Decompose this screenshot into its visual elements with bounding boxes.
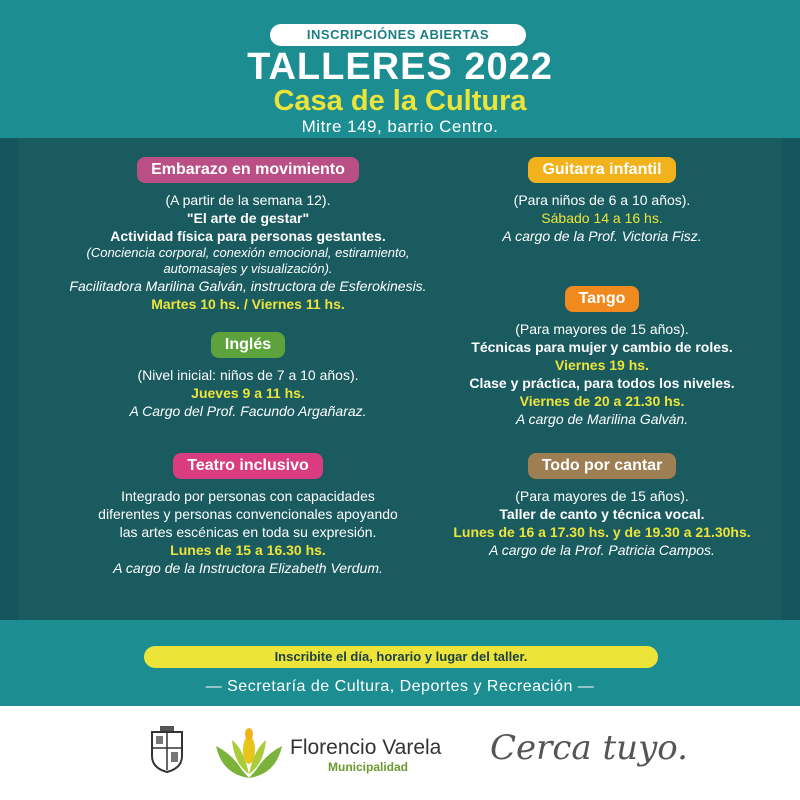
ingles-teacher: A Cargo del Prof. Facundo Argañaraz. [129, 403, 367, 419]
bottom-band [0, 620, 800, 706]
secretaria-line: — Secretaría de Cultura, Deportes y Recreación — [205, 678, 595, 695]
tango-line-3: Clase y práctica, para todos los niveles. [469, 375, 735, 391]
tango-line-2: Técnicas para mujer y cambio de roles. [471, 339, 733, 355]
guitarra-line-1: (Para niños de 6 a 10 años). [513, 192, 691, 208]
tango-schedule-2: Viernes de 20 a 21.30 hs. [519, 393, 685, 409]
workshop-tango-title: Tango [565, 286, 640, 312]
header-band [0, 0, 800, 138]
guitarra-teacher: A cargo de la Prof. Victoria Fisz. [502, 228, 702, 244]
workshop-cantar-title: Todo por cantar [528, 453, 677, 479]
brand-sub: Municipalidad [328, 760, 409, 774]
footer [0, 706, 800, 800]
workshop-teatro [18, 453, 478, 577]
workshop-ingles-title: Inglés [211, 332, 285, 358]
embarazo-schedule: Martes 10 hs. / Viernes 11 hs. [151, 296, 345, 312]
embarazo-line-4: (Conciencia corporal, conexión emocional, estiramiento, [86, 245, 410, 260]
tango-line-1: (Para mayores de 15 años). [515, 321, 689, 337]
address: Mitre 149, barrio Centro. [301, 117, 499, 136]
workshops-panel [0, 138, 800, 620]
guitarra-schedule: Sábado 14 a 16 hs. [541, 210, 663, 226]
embarazo-line-2: "El arte de gestar" [186, 210, 310, 226]
embarazo-line-5: automasajes y visualización). [163, 261, 333, 276]
ingles-schedule: Jueves 9 a 11 hs. [191, 385, 305, 401]
cantar-schedule: Lunes de 16 a 17.30 hs. y de 19.30 a 21.30hs. [453, 524, 751, 540]
florencio-varela-logo-icon [212, 724, 286, 782]
workshop-guitarra [422, 157, 782, 245]
cantar-line-1: (Para mayores de 15 años). [515, 488, 689, 504]
tango-teacher: A cargo de Marilina Galván. [515, 411, 689, 427]
cantar-teacher: A cargo de la Prof. Patricia Campos. [489, 542, 715, 558]
teatro-line-2: diferentes y personas convencionales apoyando [98, 506, 398, 522]
cantar-line-2: Taller de canto y técnica vocal. [499, 506, 705, 522]
teatro-line-3: las artes escénicas en toda su expresión. [119, 524, 377, 540]
municipal-crest-icon [150, 726, 184, 774]
embarazo-line-6: Facilitadora Marilina Galván, instructora de Esferokinesis. [69, 278, 427, 294]
teatro-line-1: Integrado por personas con capacidades [121, 488, 375, 504]
ingles-line-1: (Nivel inicial: niños de 7 a 10 años). [137, 367, 359, 383]
workshops-inner [18, 138, 782, 620]
tango-schedule-1: Viernes 19 hs. [555, 357, 649, 373]
workshop-embarazo-title: Embarazo en movimiento [137, 157, 359, 183]
teatro-teacher: A cargo de la Instructora Elizabeth Verdum. [113, 560, 383, 576]
inscripciones-badge: INSCRIPCIÓNES ABIERTAS [270, 24, 526, 46]
workshop-ingles [18, 332, 478, 420]
cta-banner: Inscribite el día, horario y lugar del taller. [144, 646, 658, 668]
workshop-embarazo [18, 157, 478, 313]
workshop-teatro-title: Teatro inclusivo [173, 453, 323, 479]
embarazo-line-1: (A partir de la semana 12). [165, 192, 331, 208]
slogan: Cerca tuyo. [490, 728, 688, 768]
workshop-guitarra-title: Guitarra infantil [528, 157, 675, 183]
workshop-tango [422, 286, 782, 428]
teatro-schedule: Lunes de 15 a 16.30 hs. [170, 542, 326, 558]
embarazo-line-3: Actividad física para personas gestantes. [110, 228, 386, 244]
page-title: TALLERES 2022 [247, 46, 553, 88]
brand-name: Florencio Varela [290, 736, 442, 759]
workshop-cantar [422, 453, 782, 559]
page-subtitle: Casa de la Cultura [273, 85, 527, 117]
